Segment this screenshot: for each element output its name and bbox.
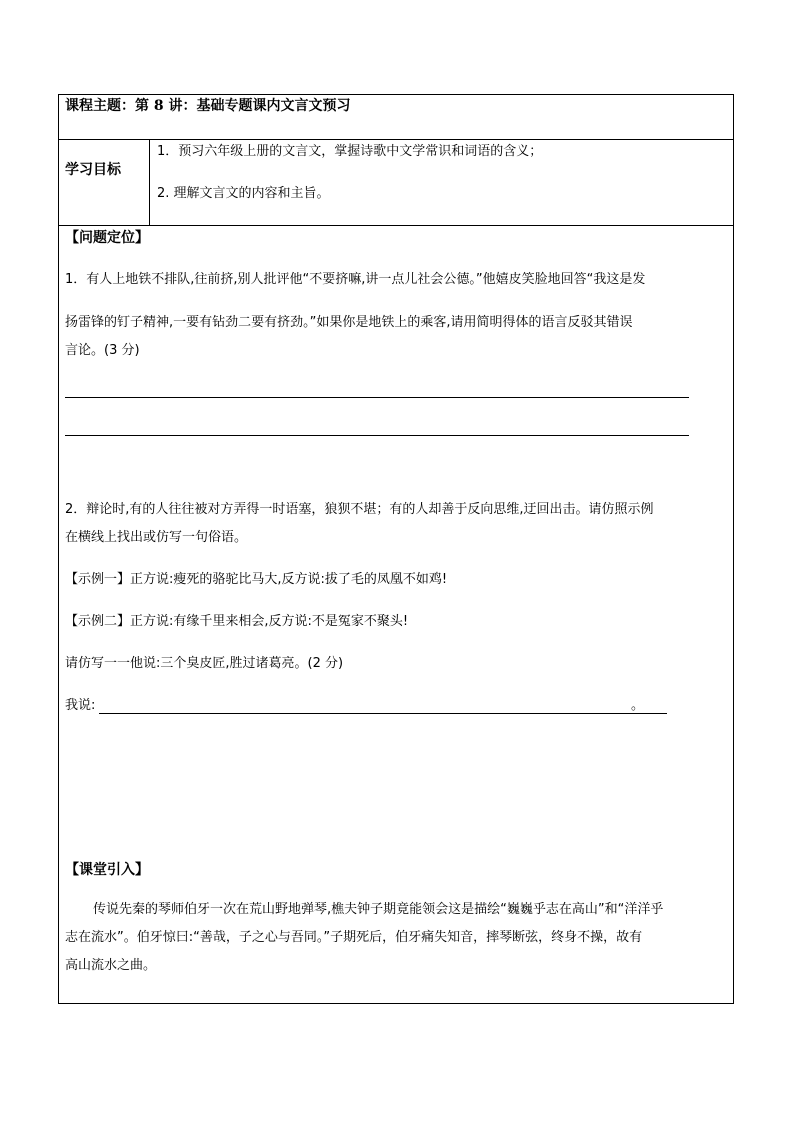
answer-end: 。 — [631, 698, 645, 713]
q2-line: 2．辩论时,有的人往往被对方弄得一时语塞，狼狈不堪；有的人却善于反向思维,迂回出击。请仿照示例 — [65, 502, 654, 517]
intro-line: 高山流水之曲。 — [65, 958, 157, 973]
answer-label: 我说: — [65, 698, 96, 713]
objective-item: 1．预习六年级上册的文言文，掌握诗歌中文学常识和词语的含义； — [157, 144, 543, 159]
answer-line-tail — [631, 713, 667, 714]
answer-line[interactable] — [99, 713, 667, 714]
q1-line: 言论。(3 分) — [65, 343, 140, 358]
imitation-prompt: 请仿写一一他说:三个臭皮匠,胜过诸葛亮。(2 分) — [65, 656, 344, 671]
objectives-label: 学习目标 — [65, 162, 121, 178]
column-divider — [149, 139, 150, 225]
row-divider — [59, 225, 733, 226]
answer-line[interactable] — [65, 397, 689, 398]
problem-heading: 【问题定位】 — [65, 230, 149, 246]
q2-line: 在横线上找出或仿写一句俗语。 — [65, 530, 248, 545]
answer-line[interactable] — [65, 435, 689, 436]
q1-line: 1．有人上地铁不排队,往前挤,别人批评他“不要挤嘛,讲一点儿社会公德。”他嬉皮笑脸地回答“我这是发 — [65, 272, 646, 287]
example-two: 【示例二】正方说:有缘千里来相会,反方说:不是冤家不聚头! — [65, 614, 409, 629]
example-one: 【示例一】正方说:瘦死的骆驼比马大,反方说:拔了毛的凤凰不如鸡! — [65, 572, 448, 587]
q1-line: 扬雷锋的钉子精神,一要有钻劲二要有挤劲。”如果你是地铁上的乘客,请用简明得体的语言反驳其错误 — [65, 315, 633, 330]
intro-heading: 【课堂引入】 — [65, 862, 149, 878]
intro-line: 传说先秦的琴师伯牙一次在荒山野地弹琴,樵夫钟子期竟能领会这是描绘“巍巍乎志在高山”和“洋洋乎 — [93, 902, 664, 917]
intro-line: 志在流水”。伯牙惊曰:“善哉，子之心与吾同。”子期死后，伯牙痛失知音，摔琴断弦，终身不操，故有 — [65, 930, 643, 945]
lesson-table — [58, 94, 734, 1004]
lesson-title: 课程主题：第 8 讲：基础专题课内文言文预习 — [65, 98, 351, 114]
objective-item: 2. 理解文言文的内容和主旨。 — [157, 186, 330, 201]
row-divider — [59, 139, 733, 140]
